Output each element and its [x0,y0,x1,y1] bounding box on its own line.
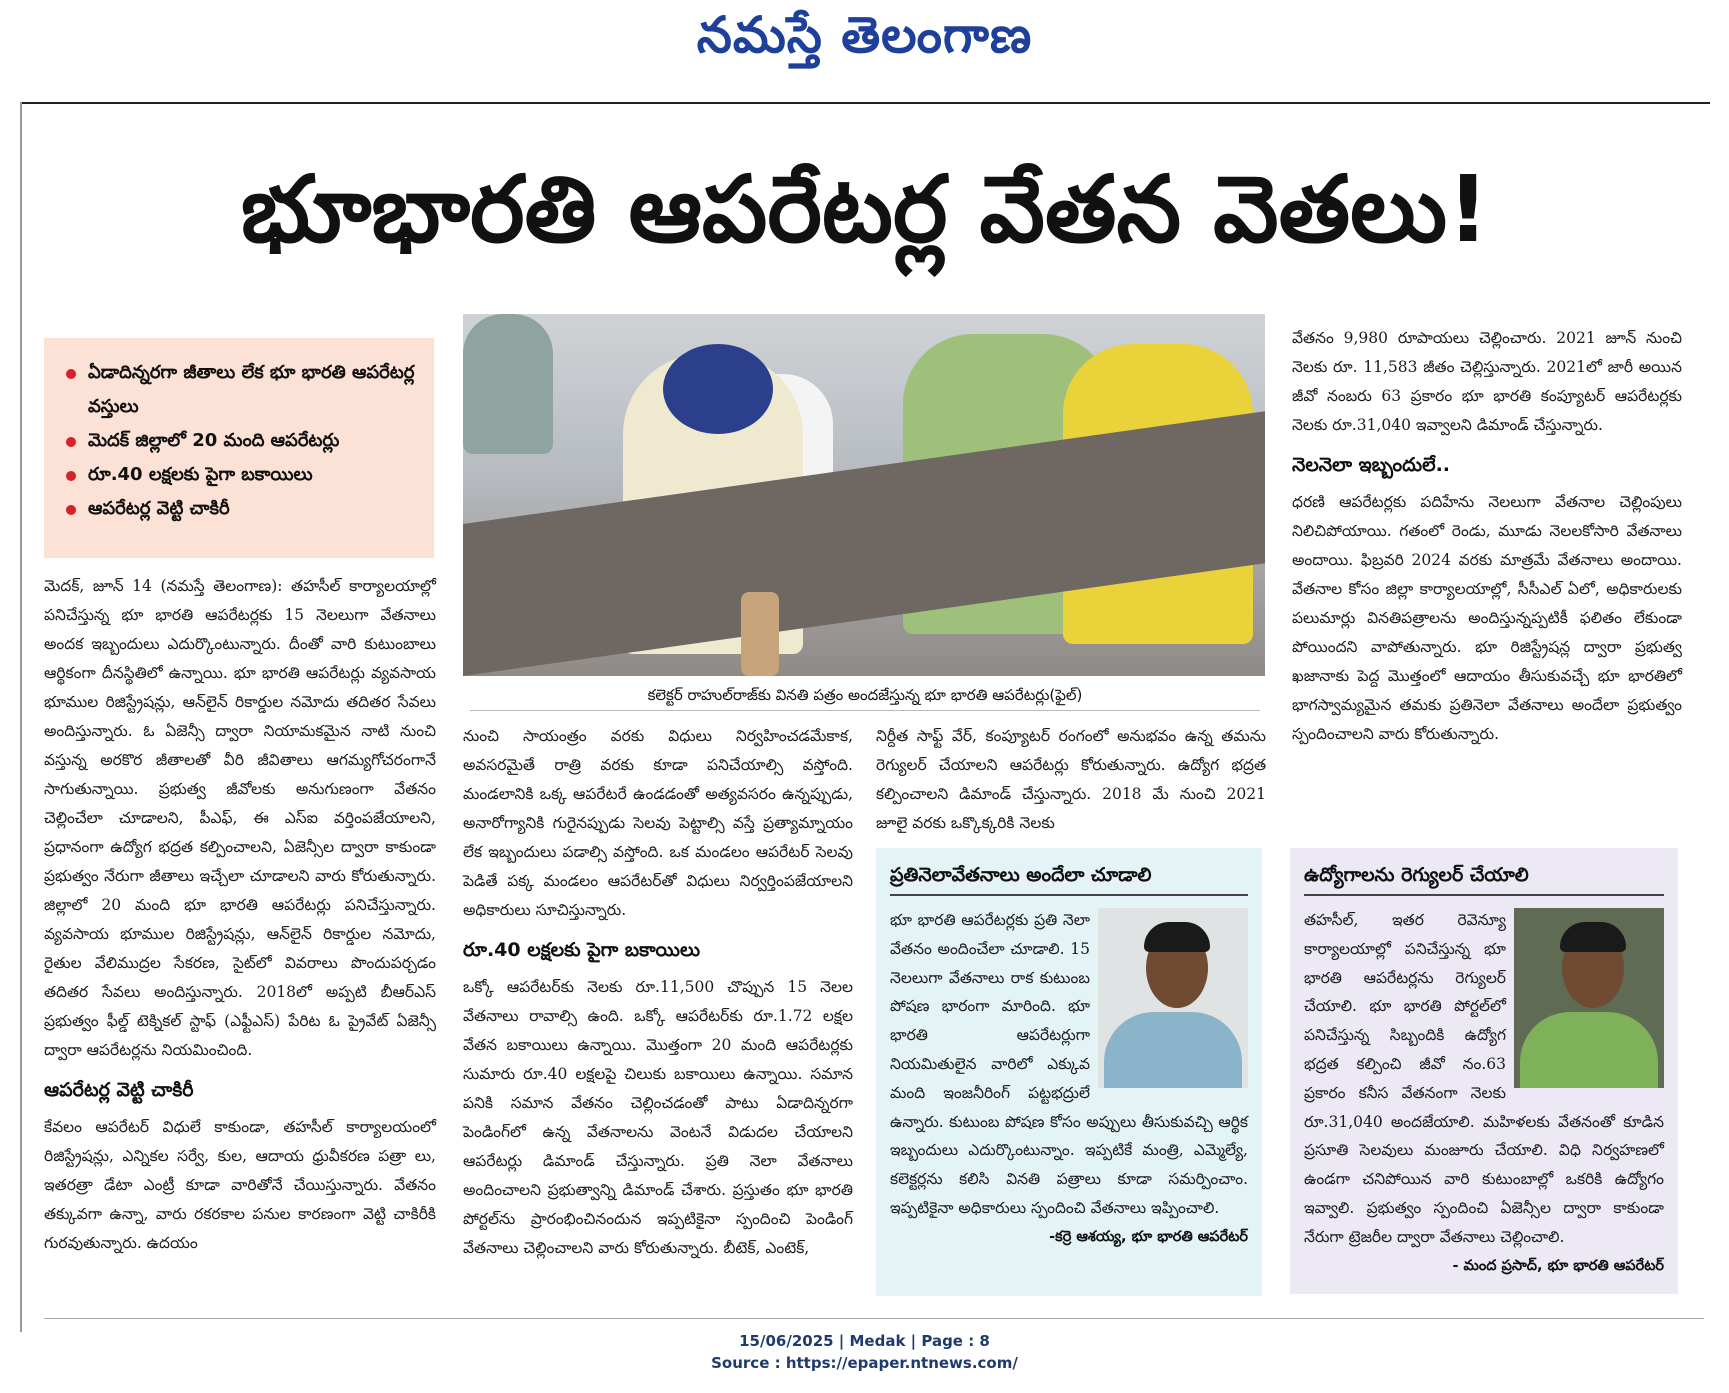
quote-box-text: భూ భారతి ఆపరేటర్లకు ప్రతి నెలా వేతనం అందించేలా చూడాలి. 15 నెలలుగా వేతనాలు రాక కుటుంబ పోషణ భారంగా మారింది. భూ భారతి ఆపరేటర్లుగా నియమితులైన వారిలో ఎక్కువ మంది ఇంజనీరింగ్ పట్టభద్రులే ఉన్నారు. కుటుంబ పోషణ కోసం అప్పులు తీసుకువచ్చి ఆర్థిక ఇబ్బందులు ఎదుర్కొంటున్నాం. ఇప్పటికే మంత్రి, ఎమ్మెల్యే, కలెక్టర్లను కలిసి వినతి పత్రాలు కూడా సమర్పించాం. ఇప్పటికైనా అధికారులు స్పందించి వేతనాలు ఇప్పించాలి. [890,906,1248,1223]
highlight-item: ఆపరేటర్ల వెట్టి చాకిరీ [66,492,424,526]
article-column-2 [463,722,853,1312]
photo-caption: కలెక్టర్ రాహుల్‌రాజ్‌కు వినతి పత్రం అందజేస్తున్న భూ భారతి ఆపరేటర్లు(ఫైల్) [470,680,1260,711]
paragraph: నిర్దీత సాఫ్ట్ వేర్, కంప్యూటర్ రంగంలో అనుభవం ఉన్న తమను రెగ్యులర్ చేయాలని ఆపరేటర్లు కోరుతున్నారు. ఉద్యోగ భద్రత కల్పించాలని డిమాండ్ చేస్తున్నారు. 2018 మే నుంచి 2021 జూలై వరకు ఒక్కొక్కరికి నెలకు [876,727,1266,832]
bullet-icon [66,471,76,481]
quote-box-text: తహసీల్, ఇతర రెవెన్యూ కార్యాలయాల్లో పనిచేస్తున్న భూ భారతి ఆపరేటర్లను రెగ్యులర్ చేయాలి. భూ భారతి పోర్టల్‌లో పనిచేస్తున్న సిబ్బందికి ఉద్యోగ భద్రత కల్పించి జీవో నం.63 ప్రకారం కనీస వేతనంగా నెలకు రూ.31,040 అందజేయాలి. మహిళలకు వేతనంతో కూడిన ప్రసూతి సెలవులు మంజూరు చేయాలి. విధి నిర్వహణలో ఉండగా చనిపోయిన వారి కుటుంబాల్లో ఒకరికి ఉద్యోగం ఇవ్వాలి. ప్రభుత్వం స్పందించి ఏజెన్సీల ద్వారా కాకుండా నేరుగా ట్రెజరీల ద్వారా వేతనాలు చెల్లించాలి. [1304,906,1664,1252]
bullet-icon [66,505,76,515]
footer-source-link[interactable]: Source : https://epaper.ntnews.com/ [711,1354,1018,1372]
operator-portrait [1098,908,1248,1088]
paragraph: ఒక్కో ఆపరేటర్‌కు నెలకు రూ.11,500 చొప్పున 15 నెలల వేతనాలు రావాల్సి ఉంది. ఒక్కో ఆపరేటర్‌కు రూ.1.72 లక్షల వేతన బకాయిలు ఉన్నాయి. మొత్తంగా 20 మంది ఆపరేటర్లకు సుమారు రూ.40 లక్షలపై చిలుకు బకాయిలు ఉన్నాయి. సమాన పనికి సమాన వేతనం చెల్లించడంతో పాటు ఏడాదిన్నరగా పెండింగ్‌లో ఉన్న వేతనాలను వెంటనే విడుదల చేయాలని ఆపరేటర్లు డిమాండ్ చేస్తున్నారు. ప్రతి నెలా వేతనాలు అందించాలని ప్రభుత్వాన్ని డిమాండ్ చేశారు. ప్రస్తుతం భూ భారతి పోర్టల్‌ను ప్రారంభించినందున ఇప్పటికైనా స్పందించి పెండింగ్ వేతనాలు చెల్లించాలని వారు కోరుతున్నారు. బీటెక్, ఎంటెక్, [463,978,853,1257]
bottom-rule [44,1318,1704,1319]
paragraph: కేవలం ఆపరేటర్ విధులే కాకుండా, తహసీల్ కార్యాలయంలో రిజిస్ట్రేషన్లు, ఎన్నికల సర్వే, కుల, ఆదాయ ధ్రువీకరణ పత్రా లు, ఇతరత్రా డేటా ఎంట్రీ కూడా వారితోనే చేయిస్తున్నారు. వేతనం తక్కువగా ఉన్నా, వారు రకరకాల పనుల కారణంగా వెట్టి చాకిరీకి గురవుతున్నారు. ఉదయం [44,1118,436,1252]
section-subhead: నెలనెలా ఇబ్బందులే.. [1292,454,1451,476]
quote-box-1 [876,848,1262,1296]
paragraph: మెదక్, జూన్ 14 (నమస్తే తెలంగాణ): తహసీల్ కార్యాలయాల్లో పనిచేస్తున్న భూ భారతి ఆపరేటర్లకు 15 నెలలుగా వేతనాలు అందక ఇబ్బందులు ఎదుర్కొంటున్నారు. దీంతో వారి కుటుంబాలు ఆర్థికంగా దీనస్థితిలో ఉన్నాయి. భూ భారతి ఆపరేటర్లు వ్యవసాయ భూముల రిజిస్ట్రేషన్లు, ఆన్‌లైన్ రికార్డుల నమోదు తదితర సేవలు అందిస్తున్నారు. ఓ ఏజెన్సీ ద్వారా నియామకమైన నాటి నుంచి వస్తున్న అరకొర జీతాలతో వీరి జీవితాలు ఆగమ్యగోచరంగానే సాగుతున్నాయి. ప్రభుత్వ జీవోలకు అనుగుణంగా వేతనం చెల్లించేలా చూడాలని, పీఎఫ్, ఈ ఎస్ఐ వర్తింపజేయాలని, ప్రధానంగా ఉద్యోగ భద్రత కల్పించాలని, ఏజెన్సీల ద్వారా కాకుండా ప్రభుత్వం నేరుగా జీతాలు ఇచ్చేలా చూడాలని వారు కోరుతున్నారు. జిల్లాలో 20 మంది భూ భారతి ఆపరేటర్లు పనిచేస్తున్నారు. వ్యవసాయ భూముల రిజిస్ట్రేషన్లు, ఆన్‌లైన్ రికార్డుల నమోదు, రైతుల వేలిముద్రల సేకరణ, సైట్‌లో వివరాలు పొందుపర్చడం తదితర సేవలు అందిస్తున్నారు. 2018లో అప్పటి బీఆర్ఎస్ ప్రభుత్వం ఫీల్డ్ టెక్నికల్ స్టాఫ్ (ఎఫ్టీఎస్) పేరిట ఓ ప్రైవేట్ ఏజెన్సీ ద్వారా ఆపరేటర్లను నియమించింది. [44,577,436,1059]
section-subhead: ఆపరేటర్ల వెట్టి చాకిరీ [44,1079,194,1101]
photo-bottle [741,592,779,676]
footer-edition-info: 15/06/2025 | Medak | Page : 8 [739,1332,990,1350]
highlights-box [44,338,434,558]
section-subhead: రూ.40 లక్షలకు పైగా బకాయిలు [463,939,701,961]
quote-box-heading: ఉద్యోగాలను రెగ్యులర్ చేయాలి [1304,860,1664,896]
quote-signature: -కర్రె ఆశయ్య, భూ భారతి ఆపరేటర్ [1049,1228,1248,1245]
article-column-1 [44,572,436,1312]
quote-signature: - మంద ప్రసాద్, భూ భారతి ఆపరేటర్ [1452,1257,1664,1274]
article-photo [463,314,1265,676]
highlight-item: రూ.40 లక్షలకు పైగా బకాయిలు [66,458,424,492]
bullet-icon [66,437,76,447]
bullet-icon [66,369,76,379]
article-column-3 [876,722,1266,842]
page-footer [0,1330,1729,1374]
highlight-item: ఏడాదిన్నరగా జీతాలు లేక భూ భారతి ఆపరేటర్ల వస్తులు [66,356,424,424]
left-column-rule [20,102,22,1332]
quote-box-heading: ప్రతినెలావేతనాలు అందేలా చూడాలి [890,860,1248,896]
quote-box-2 [1290,848,1678,1294]
photo-cap [663,344,773,434]
paragraph: నుంచి సాయంత్రం వరకు విధులు నిర్వహించడమేకాక, అవసరమైతే రాత్రి వరకు కూడా పనిచేయాల్సి వస్తోంది. మండలానికి ఒక్క ఆపరేటరే ఉండడంతో అత్యవసరం ఉన్నప్పుడు, అనారోగ్యానికి గురైనప్పుడు సెలవు పెట్టాల్సి వస్తే ప్రత్యామ్నాయం లేక ఇబ్బందులు పడాల్సి వస్తోంది. ఒక మండలం ఆపరేటర్ సెలవు పెడితే పక్క మండలం ఆపరేటర్‌తో విధులు నిర్వర్తింపజేయాలని అధికారులు సూచిస్తున్నారు. [463,727,853,919]
article-headline: భూభారతి ఆపరేటర్ల వేతన వెతలు! [240,156,1490,263]
paragraph: వేతనం 9,980 రూపాయలు చెల్లించారు. 2021 జూన్ నుంచి నెలకు రూ. 11,583 జీతం చెల్లిస్తున్నారు. 2021లో జారీ అయిన జీవో నంబరు 63 ప్రకారం భూ భారతి కంప్యూటర్ ఆపరేటర్లకు నెలకు రూ.31,040 ఇవ్వాలని డిమాండ్ చేస్తున్నారు. [1292,329,1682,434]
paragraph: ధరణి ఆపరేటర్లకు పదిహేను నెలలుగా వేతనాల చెల్లింపులు నిలిచిపోయాయి. గతంలో రెండు, మూడు నెలలకోసారి వేతనాలు అందాయి. ఫిబ్రవరి 2024 వరకు మాత్రమే వేతనాలు అందాయి. వేతనాల కోసం జిల్లా కార్యాలయాల్లో, సీసీఎల్ ఏలో, అధికారులకు పలుమార్లు వినతిపత్రాలను అందిస్తున్నప్పటికీ ఫలితం లేకుండా పోయిందని వాపోతున్నారు. భూ రిజిస్ట్రేషన్ల ద్వారా ప్రభుత్వ ఖజానాకు పెద్ద మొత్తంలో ఆదాయం తీసుకువచ్చే భూ భారతిలో భాగస్వామ్యమైన తమకు ప్రతినెలా వేతనాలు అందేలా ప్రభుత్వం స్పందించాలని వారు కోరుతున్నారు. [1292,493,1682,743]
article-column-4 [1292,324,1682,844]
highlight-item: మెదక్ జిల్లాలో 20 మంది ఆపరేటర్లు [66,424,424,458]
operator-portrait [1514,908,1664,1088]
masthead-rule [20,102,1710,104]
newspaper-masthead: నమస్తే తెలంగాణ [696,6,1033,64]
photo-figure [463,314,553,454]
